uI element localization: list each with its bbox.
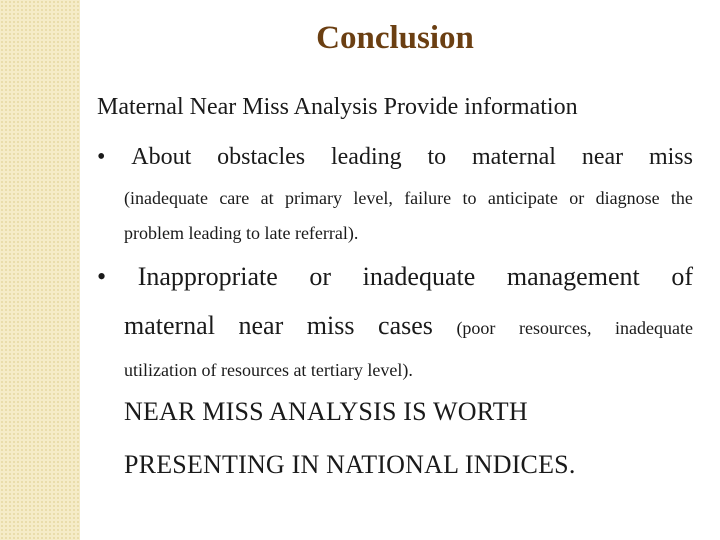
word: to <box>462 188 477 208</box>
word: of <box>671 262 693 291</box>
word: or <box>309 262 332 291</box>
word: About <box>131 144 192 170</box>
word: primary <box>285 188 342 208</box>
word: to <box>427 144 447 170</box>
word: miss <box>648 144 693 170</box>
word: near <box>581 144 624 170</box>
word: the <box>670 188 693 208</box>
decorative-side-strip <box>0 0 80 540</box>
statement-line-1: NEAR MISS ANALYSIS IS WORTH <box>124 397 528 426</box>
bullet-2-line-1 <box>97 259 693 295</box>
bullet-1-line-2 <box>124 185 693 211</box>
word: miss <box>306 311 355 340</box>
word: (inadequate <box>124 188 208 208</box>
word: cases <box>378 311 433 340</box>
bullet-2-line-3: utilization of resources at tertiary level). <box>124 360 413 380</box>
word: obstacles <box>217 144 306 170</box>
word: diagnose <box>595 188 660 208</box>
bullet-1-line-3: problem leading to late referral). <box>124 223 359 243</box>
word: care <box>219 188 250 208</box>
word: maternal <box>124 311 215 340</box>
word: at <box>260 188 274 208</box>
word: failure <box>404 188 452 208</box>
bullet-2-line-2 <box>124 311 693 341</box>
bullet-icon: • <box>97 144 106 170</box>
word: management <box>506 262 640 291</box>
statement-line-2: PRESENTING IN NATIONAL INDICES. <box>124 450 576 479</box>
bullet-icon: • <box>97 262 107 291</box>
slide-title: Conclusion <box>316 20 474 56</box>
word: resources, <box>518 318 592 338</box>
word: near <box>238 311 284 340</box>
word: anticipate <box>487 188 558 208</box>
word: Inappropriate <box>137 262 278 291</box>
word: maternal <box>472 144 556 170</box>
word: or <box>569 188 585 208</box>
word: inadequate <box>615 318 693 338</box>
word: level, <box>353 188 393 208</box>
word: leading <box>330 144 402 170</box>
word: inadequate <box>362 262 476 291</box>
slide-subtitle: Maternal Near Miss Analysis Provide information <box>97 94 578 120</box>
bullet-1-line-1 <box>97 140 693 174</box>
word: (poor <box>456 318 496 338</box>
